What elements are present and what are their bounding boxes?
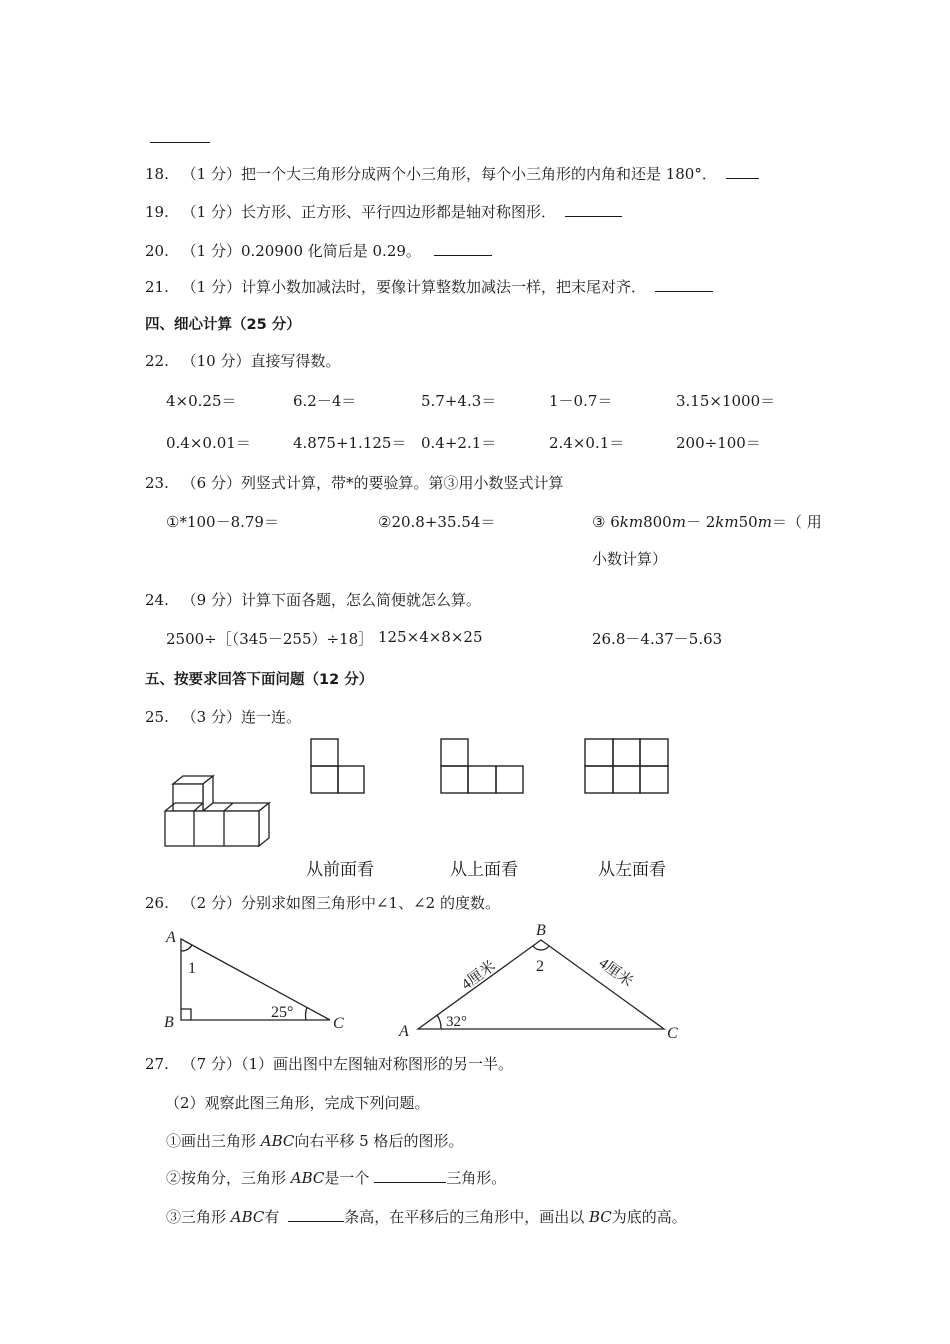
view-shape-3: [585, 739, 668, 793]
q22-number: 22.: [145, 352, 169, 370]
q27-part1: （1）画出图中左图轴对称图形的另一半。: [240, 1055, 513, 1073]
q22-item-1-3: 5.7+4.3＝: [421, 392, 497, 410]
q27-step2-pre: ②按角分，三角形: [166, 1169, 291, 1187]
q19-text: 长方形、正方形、平行四边形都是轴对称图形．: [240, 203, 556, 221]
q23-item-1: ①*100－8.79＝: [166, 513, 279, 531]
q23-item3-mid: － 2: [685, 513, 716, 531]
q20-text: 0.20900 化简后是 0.29。: [240, 242, 421, 260]
q27-score: （7 分）: [181, 1055, 241, 1073]
q26-right-label-B: B: [536, 922, 546, 939]
q27-step2-abc: ABC: [290, 1169, 325, 1187]
q23-item-3-line2: 小数计算）: [592, 550, 668, 568]
q22-item-2-3: 0.4+2.1＝: [421, 434, 497, 452]
q23-item3-km2: km: [715, 513, 739, 531]
q26-right-label-C: C: [667, 1025, 678, 1042]
q21-score: （1 分）: [181, 278, 241, 296]
q23-item3-suffix: ＝（ 用: [771, 513, 822, 531]
q26-left-angle-1: 1: [188, 960, 196, 977]
q23-text: 列竖式计算，带*的要验算。第③用小数竖式计算: [240, 474, 564, 492]
q27-step2-mid: 是一个: [324, 1169, 375, 1187]
q27-step1-post: 向右平移 5 格后的图形。: [294, 1132, 464, 1150]
q22-item-1-4: 1－0.7＝: [549, 392, 613, 410]
q26-right-angle-2: 2: [536, 958, 544, 975]
q24-score: （9 分）: [181, 591, 241, 609]
q25-number: 25.: [145, 708, 169, 726]
q27-part2: （2）观察此图三角形，完成下列问题。: [165, 1094, 430, 1112]
q25-label-front: 从前面看: [306, 860, 374, 880]
q27-step3-pre: ③三角形: [166, 1208, 231, 1226]
q26-left-label-A: A: [166, 929, 176, 946]
q26-left-label-B: B: [164, 1014, 174, 1031]
q26-left-triangle: [181, 939, 330, 1020]
q22-item-1-1: 4×0.25＝: [166, 392, 237, 410]
q24-number: 24.: [145, 591, 169, 609]
q24-item-2: 125×4×8×25: [378, 628, 483, 646]
q23-item3-800: 800: [643, 513, 672, 531]
q27-number: 27.: [145, 1055, 169, 1073]
q27-step2: [166, 1167, 506, 1188]
q21-text: 计算小数加减法时，要像计算整数加减法一样，把末尾对齐．: [240, 278, 646, 296]
section-4-heading: 四、细心计算（25 分）: [145, 317, 301, 333]
q24-item-1: 2500÷［（345－255）÷18］: [166, 630, 374, 648]
q20-score: （1 分）: [181, 242, 241, 260]
q22-item-1-5: 3.15×1000＝: [676, 392, 776, 410]
q24-text: 计算下面各题，怎么简便就怎么算。: [240, 591, 481, 609]
q26-number: 26.: [145, 894, 169, 912]
q23-item3-m2: m: [757, 513, 772, 531]
q23-item-2: ②20.8+35.54＝: [378, 513, 496, 531]
q27-step3: [166, 1206, 687, 1227]
q26-right-angle-A: 32°: [446, 1014, 467, 1030]
q26-text: 分别求如图三角形中∠1、∠2 的度数。: [240, 894, 500, 912]
section-5-heading: 五、按要求回答下面问题（12 分）: [145, 672, 374, 688]
q26-right-side-BC: 4厘米: [595, 955, 636, 991]
q19-number: 19.: [145, 203, 169, 221]
q27-step3-bc: BC: [588, 1208, 612, 1226]
view-shape-2: [441, 739, 523, 793]
cube-solid-figure: [165, 776, 269, 846]
q27-step3-answer-blank[interactable]: [288, 1207, 344, 1222]
q22-item-2-4: 2.4×0.1＝: [549, 434, 625, 452]
q22-item-1-2: 6.2－4＝: [293, 392, 357, 410]
q18-score: （1 分）: [181, 165, 241, 183]
q27-step2-post: 三角形。: [446, 1169, 507, 1187]
q23-item3-km1: km: [619, 513, 644, 531]
q22-text: 直接写得数。: [250, 352, 341, 370]
q25-label-left: 从左面看: [598, 860, 666, 880]
q23-item3-prefix: ③ 6: [592, 513, 620, 531]
q25-label-top: 从上面看: [450, 860, 518, 880]
q27-step1-abc: ABC: [260, 1132, 295, 1150]
q23-score: （6 分）: [181, 474, 241, 492]
q18-text: 把一个大三角形分成两个小三角形，每个小三角形的内角和还是 180°．: [240, 165, 717, 183]
q27-step3-mid: 有: [264, 1208, 285, 1226]
q22-score: （10 分）: [181, 352, 251, 370]
q22-item-2-2: 4.875+1.125＝: [293, 434, 407, 452]
view-shape-1: [311, 739, 364, 793]
q23-item3-m1: m: [671, 513, 686, 531]
q26-right-label-A: A: [399, 1023, 409, 1040]
q27-step2-answer-blank[interactable]: [374, 1168, 446, 1183]
q22-item-2-1: 0.4×0.01＝: [166, 434, 251, 452]
q27-step3-abc: ABC: [230, 1208, 265, 1226]
q18-number: 18.: [145, 165, 169, 183]
q23-item3-50: 50: [738, 513, 758, 531]
q19-score: （1 分）: [181, 203, 241, 221]
q21-number: 21.: [145, 278, 169, 296]
q20-number: 20.: [145, 242, 169, 260]
q26-line: [145, 892, 500, 913]
q27-step3-post: 条高，在平移后的三角形中，画出以: [344, 1208, 589, 1226]
q23-number: 23.: [145, 474, 169, 492]
q27-line: [145, 1053, 513, 1074]
q26-left-angle-C: 25°: [271, 1004, 294, 1021]
q26-left-label-C: C: [333, 1015, 344, 1032]
q24-item-3: 26.8－4.37－5.63: [592, 630, 723, 648]
q27-step1: [166, 1130, 464, 1151]
q26-score: （2 分）: [181, 894, 241, 912]
q25-text: 连一连。: [240, 708, 301, 726]
q27-step1-pre: ①画出三角形: [166, 1132, 261, 1150]
q25-score: （3 分）: [181, 708, 241, 726]
q22-item-2-5: 200÷100＝: [676, 434, 761, 452]
q27-step3-end: 为底的高。: [611, 1208, 687, 1226]
q26-right-side-AB: 4厘米: [458, 958, 499, 994]
